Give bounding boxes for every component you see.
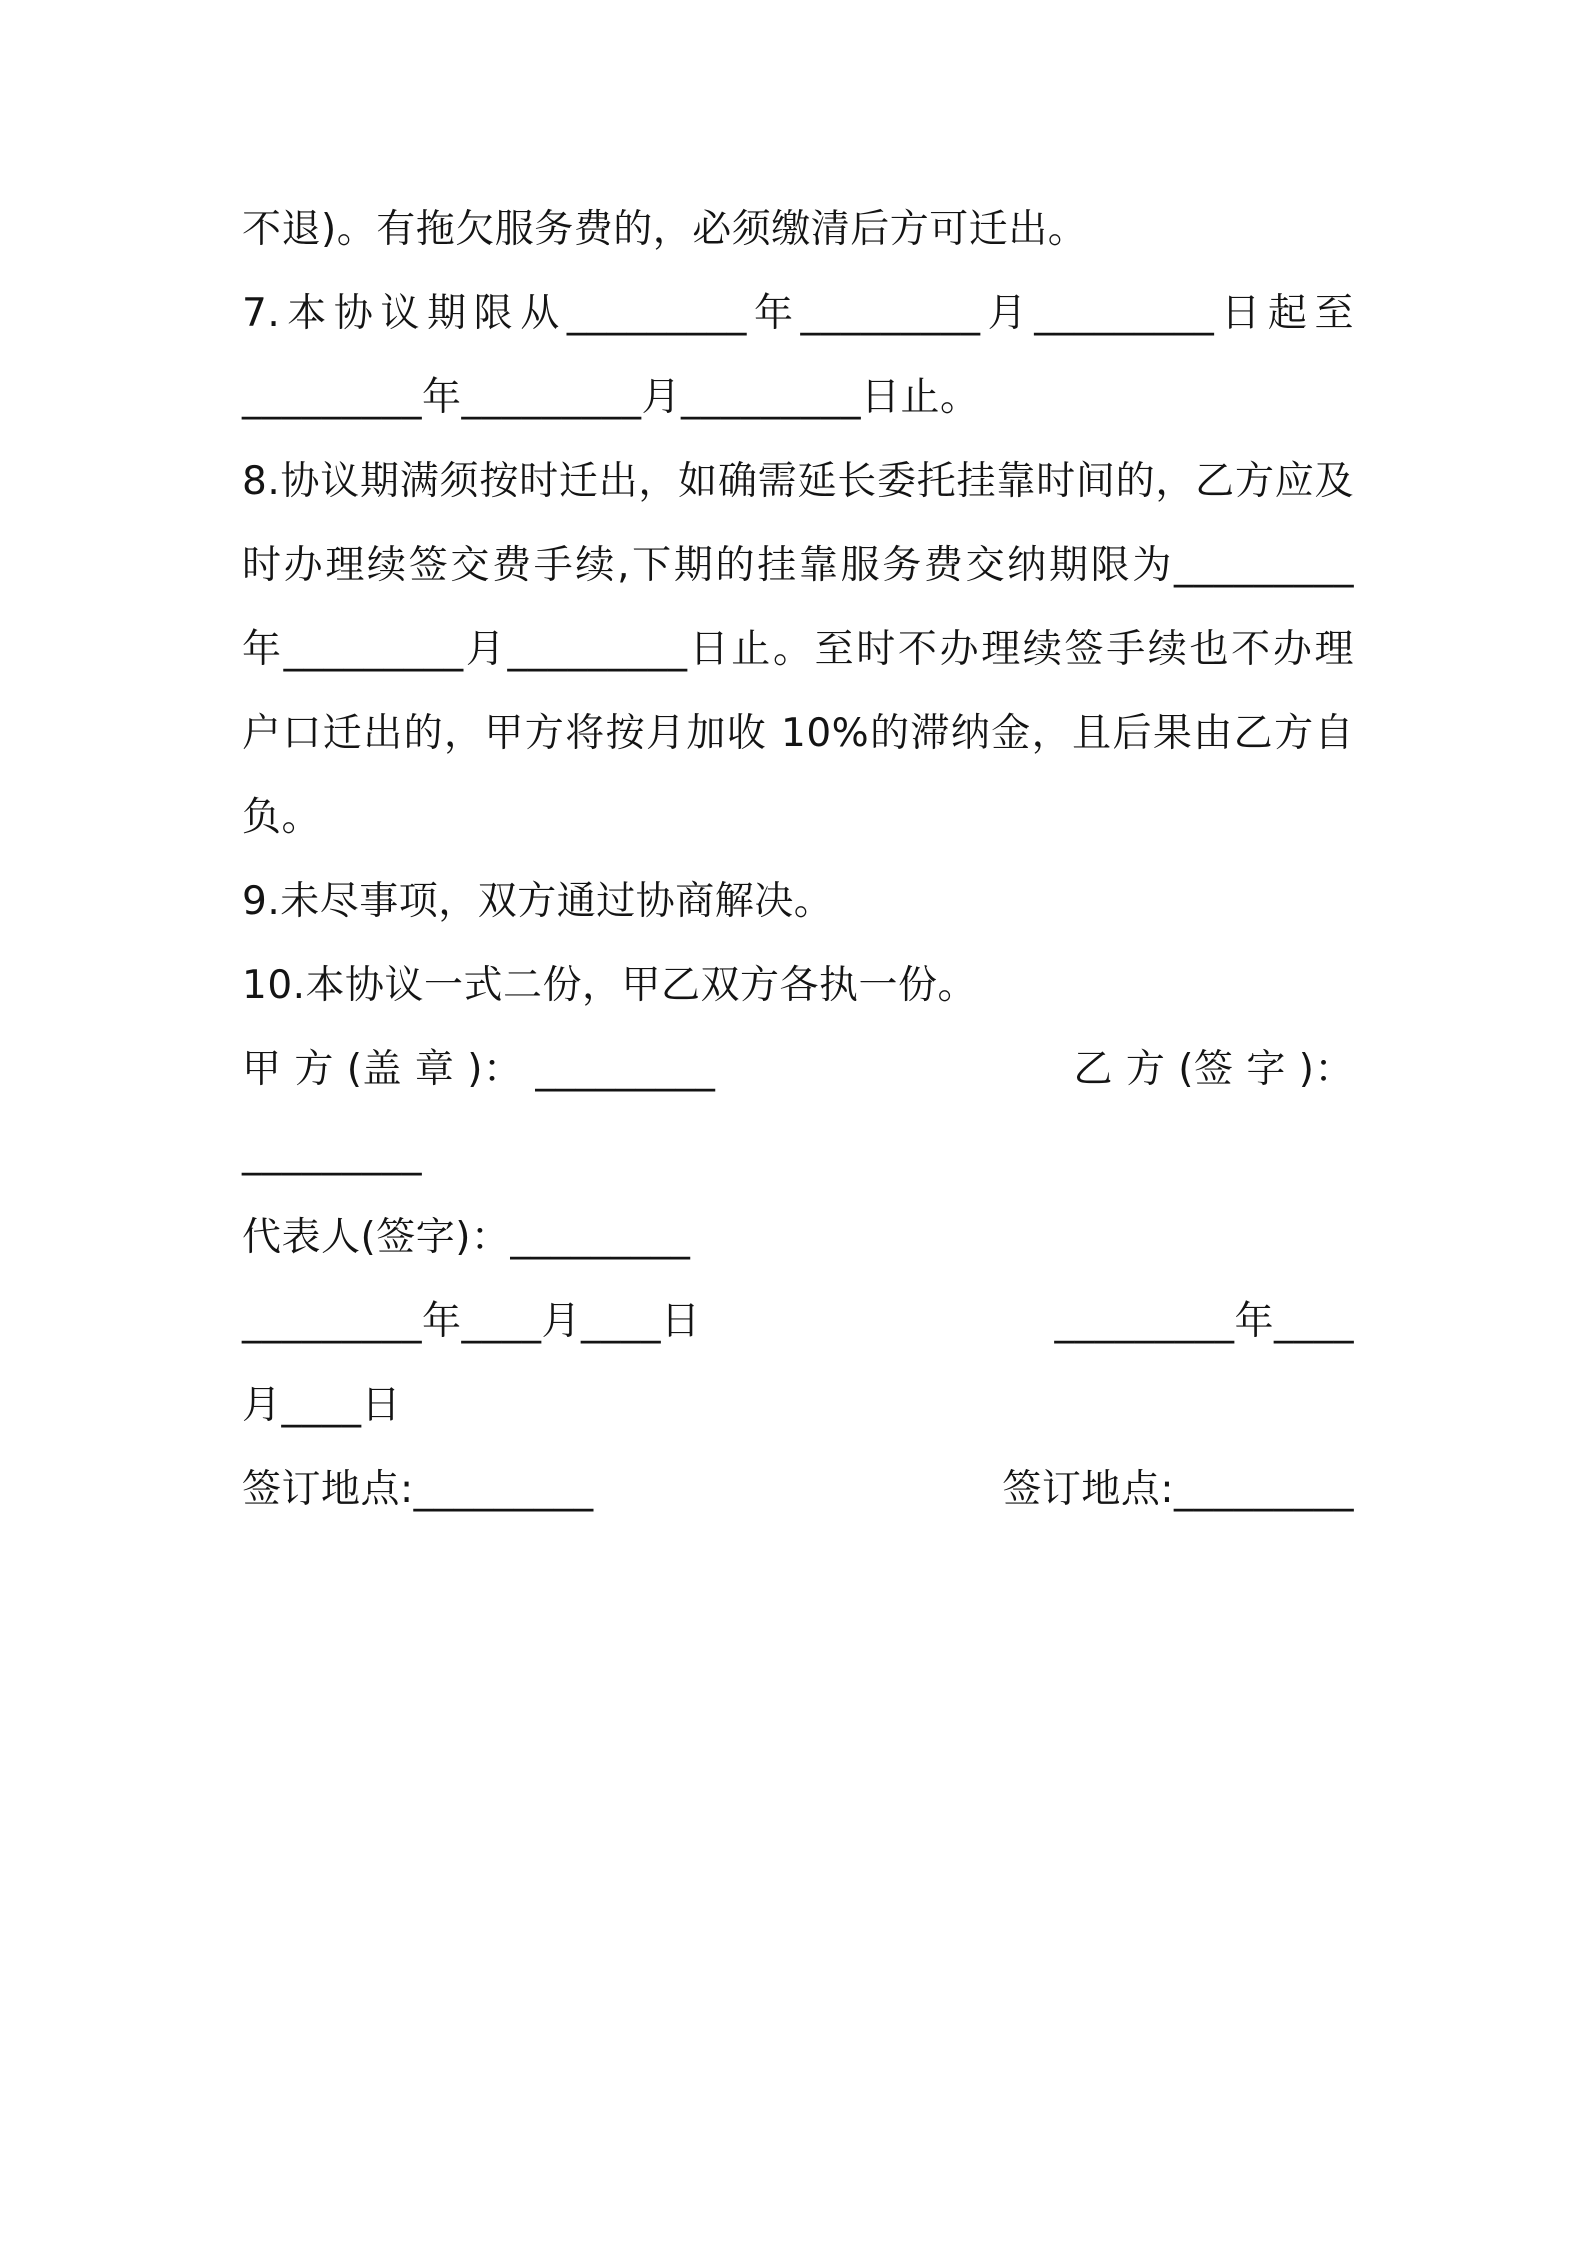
party-b-date-part2: 月____日: [242, 1383, 402, 1428]
clause-8-line-3: 年_________月_________日止。至时不办理续签手续也不办理: [242, 627, 1354, 672]
party-a-date: _________年____月____日: [242, 1299, 701, 1344]
party-b-signing-place: 签订地点:_________: [1002, 1467, 1354, 1512]
party-a-seal-line: 甲 方 (盖 章 )： _________: [242, 1047, 716, 1092]
signature-row-dates: [242, 1280, 1354, 1364]
clause-8-line-2: 时办理续签交费手续,下期的挂靠服务费交纳期限为_________: [242, 543, 1354, 588]
signature-row-parties: [242, 1028, 1354, 1112]
party-b-date-part1: _________年____: [1054, 1299, 1354, 1344]
signature-row-places: [242, 1448, 1354, 1532]
clause-8-line-4: 户口迁出的，甲方将按月加收 10%的滞纳金，且后果由乙方自: [242, 711, 1354, 756]
clause-8-line-1: 8.协议期满须按时迁出，如确需延长委托挂靠时间的，乙方应及: [242, 459, 1354, 504]
party-b-sign-blank: _________: [242, 1131, 422, 1176]
clause-8-line-5: 负。: [242, 795, 322, 840]
clause-7-line-1: 7.本协议期限从_________年_________月_________日起至: [242, 291, 1354, 336]
clause-9: 9.未尽事项，双方通过协商解决。: [242, 879, 834, 924]
representative-sign-line: 代表人(签字)：_________: [242, 1215, 691, 1260]
clause-6-continuation: 不退)。有拖欠服务费的，必须缴清后方可迁出。: [242, 207, 1088, 252]
party-a-signing-place: 签订地点:_________: [242, 1467, 594, 1512]
clause-10: 10.本协议一式二份，甲乙双方各执一份。: [242, 963, 978, 1008]
party-b-sign-label: 乙 方 (签 字 )：: [1073, 1047, 1354, 1092]
clause-7-line-2: _________年_________月_________日止。: [242, 375, 980, 420]
